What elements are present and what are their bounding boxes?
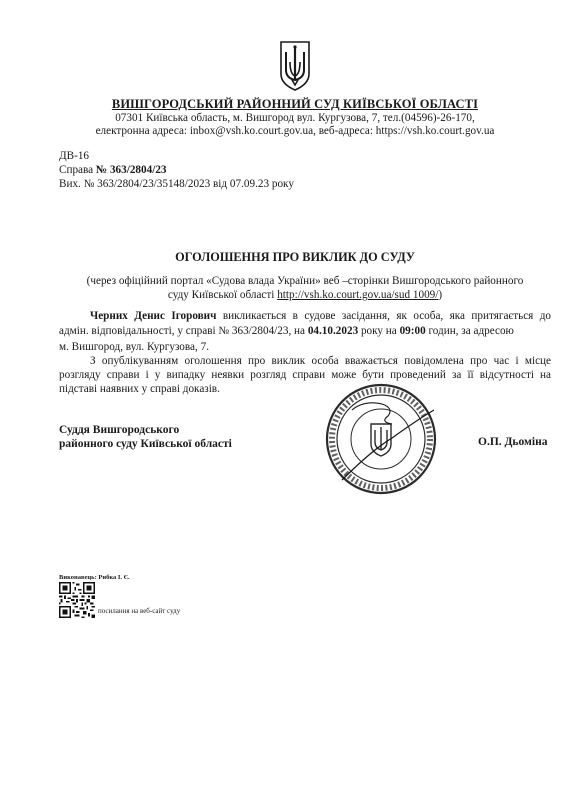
notice-subtitle: (через офіційний портал «Судова влада України» веб –сторінки Вишгородського районного	[86, 275, 524, 287]
judge-name: О.П. Дьоміна	[478, 436, 548, 448]
executor-note: Виконавець: Рибка І. Є.	[59, 574, 130, 581]
court-contacts: електронна адреса: inbox@vsh.ko.court.gov.ua, веб-адреса: https://vsh.ko.court.gov.ua	[95, 125, 495, 137]
case-prefix: Справа	[59, 164, 96, 176]
summoned-person-name: Черних Денис Ігорович	[90, 310, 217, 322]
notice-line-3: підставі наявних у справі доказів.	[59, 383, 220, 395]
notice-title: ОГОЛОШЕННЯ ПРО ВИКЛИК ДО СУДУ	[175, 250, 415, 264]
court-name: ВИШГОРОДСЬКИЙ РАЙОННИЙ СУД КИЇВСЬКОЇ ОБЛАСТІ	[111, 97, 479, 111]
court-seal-icon	[322, 380, 440, 498]
outgoing-number: Вих. № 363/2804/23/35148/2023 від 07.09.23 року	[59, 178, 294, 190]
trident-icon	[278, 40, 312, 92]
summons-line-1: Черних Денис Ігорович викликається в судове засідання, як особа, яка притягається до	[90, 310, 551, 322]
subtitle-close: )	[438, 289, 443, 301]
court-portal-link[interactable]: http://vsh.ko.court.gov.ua/sud 1009/	[277, 289, 439, 301]
case-number-line	[59, 164, 167, 176]
summons-line-2: адмін. відповідальності, у справі № 363/2804/23, на 04.10.2023 року на 09:00 годин, за адресою	[59, 325, 514, 337]
notice-line-1: З опублікуванням оголошення про виклик особа вважається повідомлена про час і місце	[90, 355, 551, 367]
hearing-time: 09:00	[399, 325, 426, 337]
hearing-date: 04.10.2023	[307, 325, 359, 337]
subtitle-text: суду Київської області	[167, 289, 278, 301]
form-code: ДВ-16	[59, 150, 90, 162]
notice-line-2: розгляду справи і у випадку неявки розгляд справи може бути проведений за її відсутності на	[59, 369, 551, 381]
notice-subtitle-line2	[40, 289, 570, 301]
qr-code-icon[interactable]	[59, 582, 95, 618]
judge-title-line1: Суддя Вишгородського	[59, 424, 180, 436]
court-address: 07301 Київська область, м. Вишгород вул. Кургузова, 7, тел.(04596)-26-170,	[115, 112, 475, 124]
qr-caption: посилання на веб-сайт суду	[98, 607, 181, 615]
case-number: № 363/2804/23	[95, 164, 167, 176]
judge-title-line2: районного суду Київської області	[59, 438, 232, 450]
summons-line-3: м. Вишгород, вул. Кургузова, 7.	[59, 341, 209, 353]
